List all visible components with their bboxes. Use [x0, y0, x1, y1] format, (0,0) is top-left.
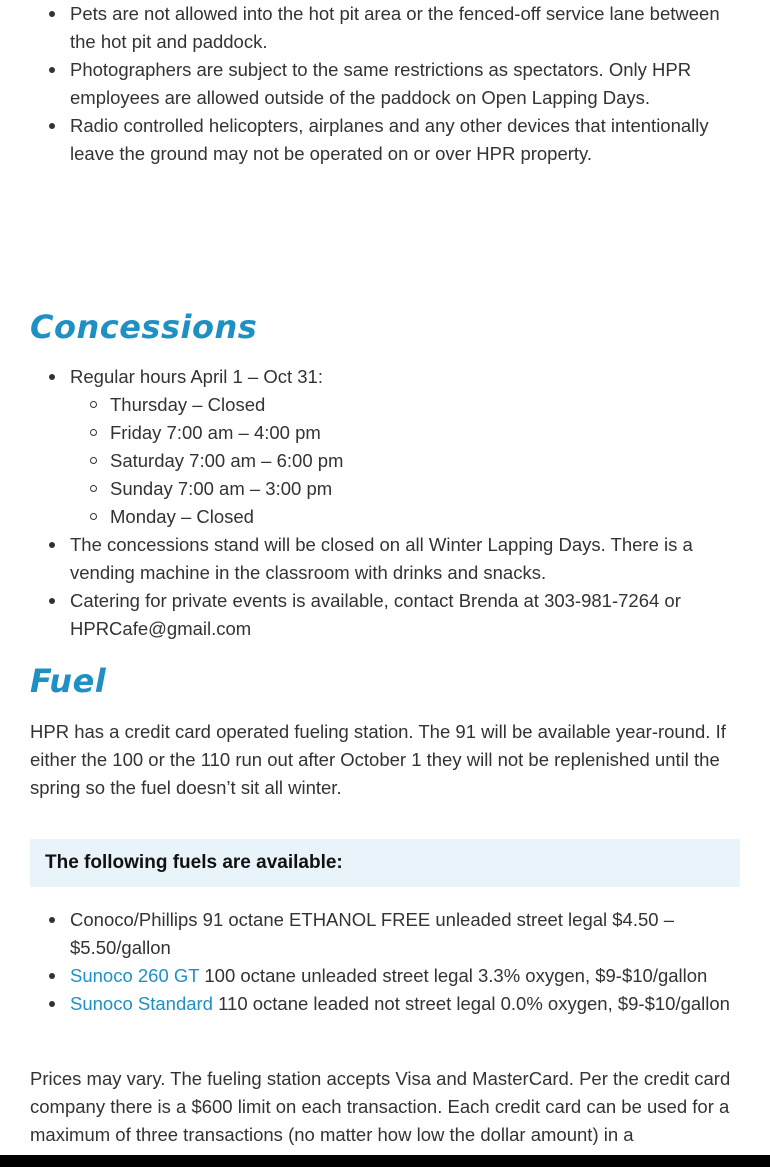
fuel-available-box — [30, 839, 740, 887]
bottom-bar — [0, 1155, 770, 1167]
hours-list — [70, 391, 750, 531]
hours-item-sunday: Sunday 7:00 am – 3:00 pm — [110, 475, 750, 503]
concessions-heading: Concessions — [30, 308, 258, 346]
hours-label: Regular hours April 1 – Oct 31: — [70, 366, 323, 387]
list-item: Pets are not allowed into the hot pit area or the fenced-off service lane between the hot pit and paddock. — [70, 0, 750, 56]
list-item — [70, 962, 750, 990]
list-item: Catering for private events is available, contact Brenda at 303-981-7264 or HPRCafe@gmail.com — [70, 587, 750, 643]
fuel-item-text: 110 octane leaded not street legal 0.0% oxygen, $9-$10/gallon — [212, 993, 730, 1014]
list-item — [70, 363, 750, 531]
list-item: Radio controlled helicopters, airplanes and any other devices that intentionally leave the ground may not be operated on or over HPR property. — [70, 112, 750, 168]
fuel-intro: HPR has a credit card operated fueling station. The 91 will be available year-round. If either the 100 or the 110 run out after October 1 they will not be replenished until the spring so the fuel doesn’t sit all winter. — [30, 721, 726, 798]
hours-item-thursday: Thursday – Closed — [110, 391, 750, 419]
hours-item-monday: Monday – Closed — [110, 503, 750, 531]
fuel-box-label: The following fuels are available: — [45, 852, 343, 873]
hours-item-saturday: Saturday 7:00 am – 6:00 pm — [110, 447, 750, 475]
hours-item-friday: Friday 7:00 am – 4:00 pm — [110, 419, 750, 447]
list-item — [70, 990, 750, 1018]
prices-note: Prices may vary. The fueling station accepts Visa and MasterCard. Per the credit card company there is a $600 limit on each transaction. Each credit card can be used for a maximum of three transactions (no matter how low the dollar amount) in a — [30, 1068, 731, 1145]
fuel-list — [70, 906, 750, 1018]
sunoco-260-gt-link[interactable]: Sunoco 260 GT — [70, 965, 200, 986]
list-item: Photographers are subject to the same restrictions as spectators. Only HPR employees are allowed outside of the paddock on Open Lapping Days. — [70, 56, 750, 112]
concessions-list — [70, 363, 750, 643]
fuel-item-text: 100 octane unleaded street legal 3.3% oxygen, $9-$10/gallon — [199, 965, 708, 986]
rules-list — [70, 0, 750, 168]
fuel-heading: Fuel — [30, 662, 107, 700]
list-item: Conoco/Phillips 91 octane ETHANOL FREE unleaded street legal $4.50 – $5.50/gallon — [70, 906, 750, 962]
list-item: The concessions stand will be closed on all Winter Lapping Days. There is a vending machine in the classroom with drinks and snacks. — [70, 531, 750, 587]
sunoco-standard-link[interactable]: Sunoco Standard — [70, 993, 213, 1014]
